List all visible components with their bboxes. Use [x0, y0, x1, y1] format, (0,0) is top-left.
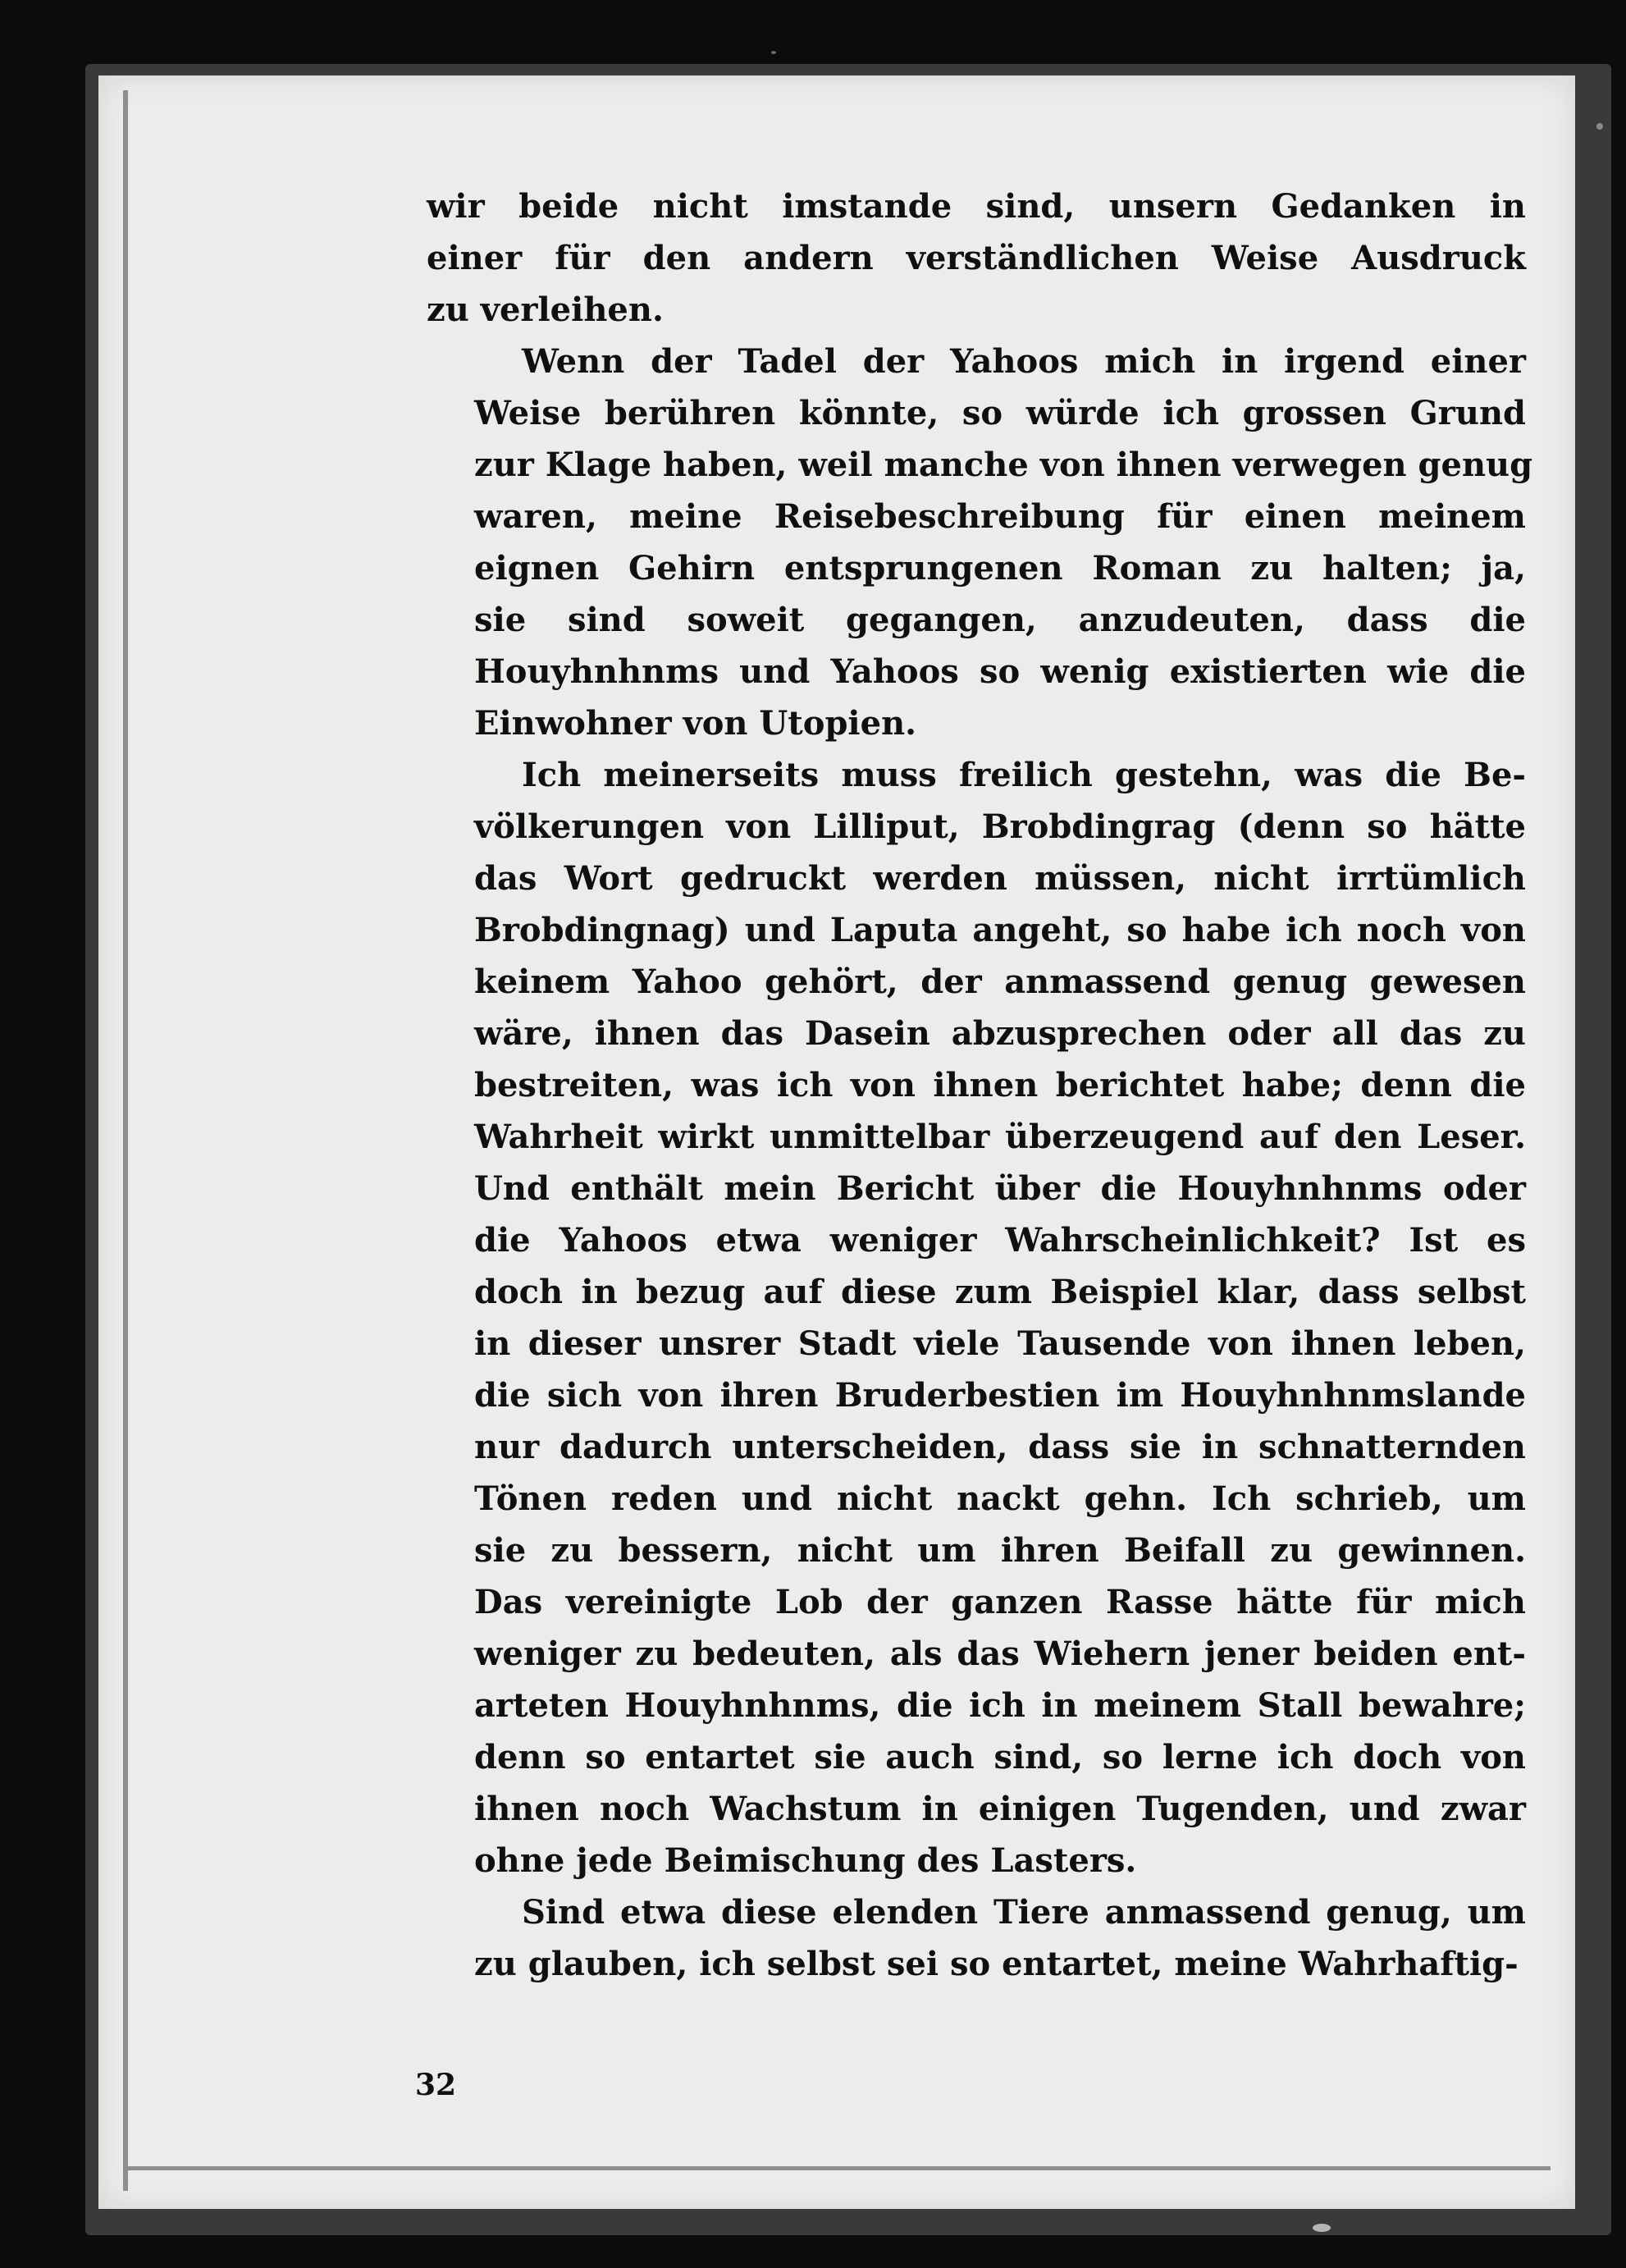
text-line: Ich meinerseits muss freilich gestehn, was die Be- [522, 756, 1526, 794]
paragraph [427, 1886, 1526, 1990]
text-line: eignen Gehirn entsprungenen Roman zu halten; ja, [474, 549, 1526, 588]
paragraph [427, 749, 1526, 1886]
paragraph [427, 181, 1526, 336]
text-line: arteten Houyhnhnms, die ich in meinem Stall bewahre; [474, 1686, 1526, 1725]
text-line: Weise berühren könnte, so würde ich grossen Grund [474, 394, 1526, 432]
text-line: in dieser unsrer Stadt viele Tausende von ihnen leben, [474, 1324, 1526, 1363]
text-line: denn so entartet sie auch sind, so lerne ich doch von [474, 1738, 1526, 1776]
text-line: zu glauben, ich selbst sei so entartet, meine Wahrhaftig- [474, 1945, 1519, 1983]
text-line: Wenn der Tadel der Yahoos mich in irgend einer [522, 342, 1526, 381]
text-line: keinem Yahoo gehört, der anmassend genug gewesen [474, 963, 1526, 1001]
text-line: die Yahoos etwa weniger Wahrscheinlichkeit? Ist es [474, 1221, 1526, 1260]
text-line: einer für den andern verständlichen Weise Ausdruck [427, 239, 1526, 277]
body-text [427, 181, 1533, 1990]
text-line: zu verleihen. [427, 290, 664, 329]
text-line: Einwohner von Utopien. [474, 704, 917, 743]
text-line: das Wort gedruckt werden müssen, nicht irrtümlich [474, 859, 1526, 898]
text-line: zur Klage haben, weil manche von ihnen verwegen genug [474, 446, 1533, 484]
text-line: Wahrheit wirkt unmittelbar überzeugend auf den Leser. [474, 1118, 1526, 1156]
text-line: Das vereinigte Lob der ganzen Rasse hätte für mich [474, 1583, 1526, 1621]
text-line: sie sind soweit gegangen, anzudeuten, dass die [474, 601, 1526, 639]
text-line: ihnen noch Wachstum in einigen Tugenden, und zwar [474, 1790, 1526, 1828]
text-line: die sich von ihren Bruderbestien im Houyhnhnmslande [474, 1376, 1526, 1415]
scan-speck [1313, 2224, 1331, 2232]
text-line: wäre, ihnen das Dasein abzusprechen oder all das zu [474, 1014, 1526, 1053]
page-edge-bottom [123, 2166, 1551, 2170]
text-line: weniger zu bedeuten, als das Wiehern jener beiden ent- [474, 1635, 1526, 1673]
text-line: doch in bezug auf diese zum Beispiel klar, dass selbst [474, 1273, 1526, 1311]
text-line: Tönen reden und nicht nackt gehn. Ich schrieb, um [474, 1479, 1526, 1518]
text-line: Houyhnhnms und Yahoos so wenig existierten wie die [474, 652, 1526, 691]
text-line: nur dadurch unterscheiden, dass sie in schnatternden [474, 1428, 1526, 1466]
page-number: 32 [415, 2068, 457, 2102]
text-line: waren, meine Reisebeschreibung für einen meinem [474, 497, 1526, 536]
text-line: Sind etwa diese elenden Tiere anmassend genug, um [522, 1893, 1526, 1932]
text-line: Und enthält mein Bericht über die Houyhnhnms oder [474, 1169, 1526, 1208]
text-line: ohne jede Beimischung des Lasters. [474, 1841, 1137, 1880]
text-line: Brobdingnag) und Laputa angeht, so habe ich noch von [474, 911, 1526, 949]
text-line: völkerungen von Lilliput, Brobdingrag (denn so hätte [474, 807, 1526, 846]
text-line: wir beide nicht imstande sind, unsern Gedanken in [427, 187, 1526, 226]
scan-speck [1596, 123, 1603, 130]
text-line: sie zu bessern, nicht um ihren Beifall zu gewinnen. [474, 1531, 1526, 1570]
text-line: bestreiten, was ich von ihnen berichtet habe; denn die [474, 1066, 1526, 1104]
paragraph [427, 336, 1533, 749]
page-edge-left [123, 90, 128, 2191]
scan-speck [771, 51, 776, 54]
